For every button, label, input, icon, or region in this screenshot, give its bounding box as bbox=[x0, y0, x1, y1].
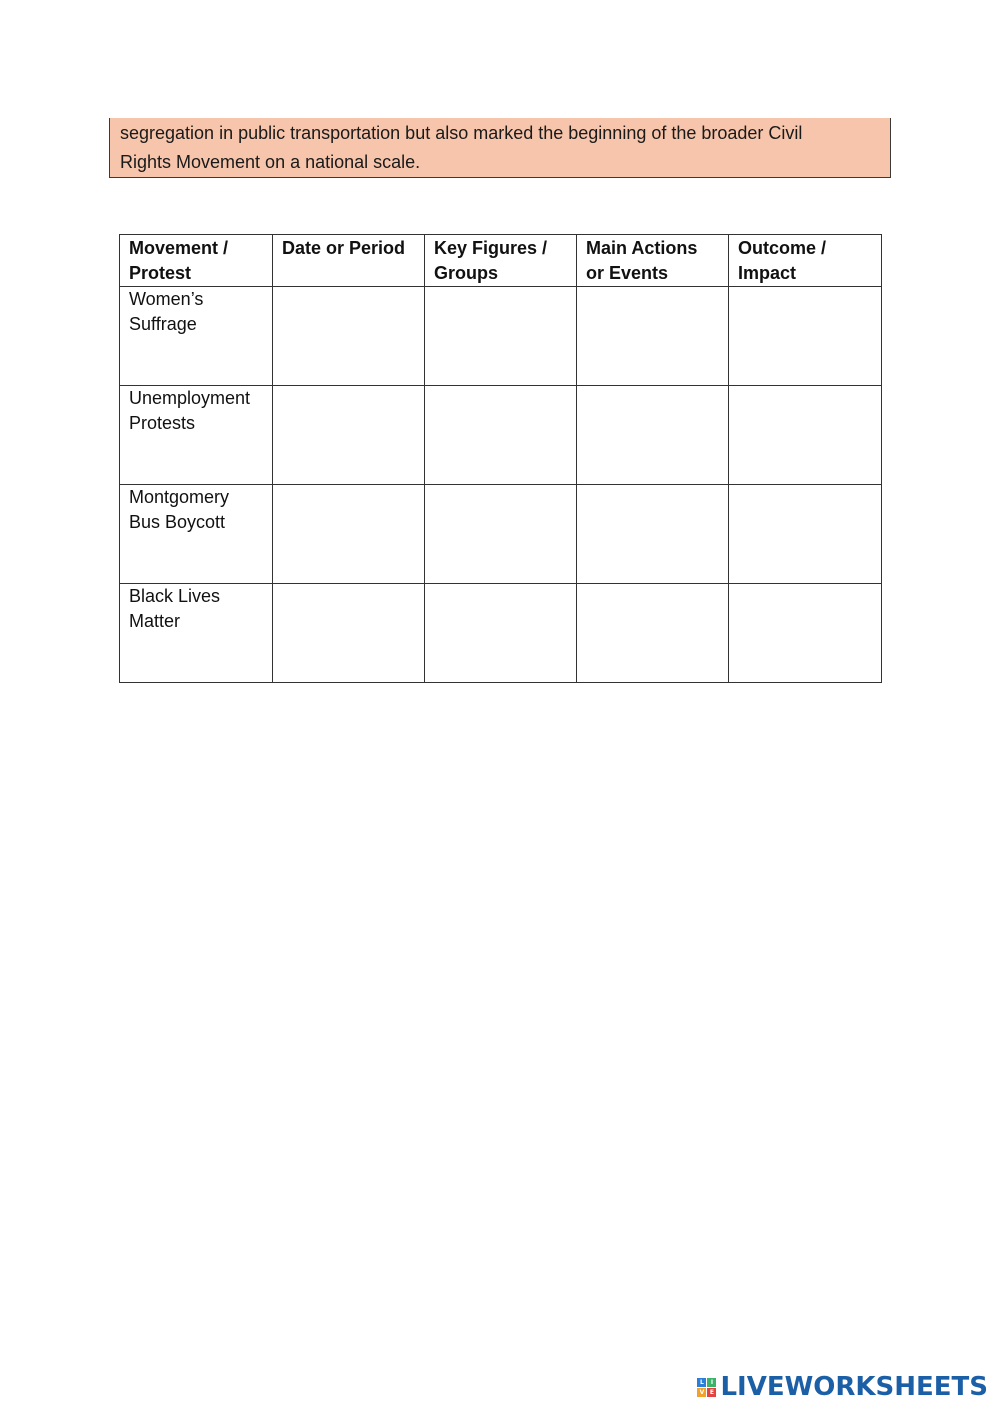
actions-cell[interactable] bbox=[577, 584, 729, 683]
table-row bbox=[120, 386, 882, 485]
outcome-cell[interactable] bbox=[729, 584, 882, 683]
figures-cell[interactable] bbox=[425, 386, 577, 485]
passage-line-2: Rights Movement on a national scale. bbox=[120, 152, 421, 172]
date-cell[interactable] bbox=[273, 386, 425, 485]
table-header-row bbox=[120, 235, 882, 287]
liveworksheets-logo[interactable] bbox=[697, 1372, 988, 1402]
highlighted-passage bbox=[109, 118, 891, 178]
brand-wordmark: LIVEWORKSHEETS bbox=[720, 1372, 988, 1402]
actions-cell[interactable] bbox=[577, 485, 729, 584]
actions-cell[interactable] bbox=[577, 287, 729, 386]
table-row bbox=[120, 287, 882, 386]
outcome-cell[interactable] bbox=[729, 386, 882, 485]
outcome-cell[interactable] bbox=[729, 287, 882, 386]
passage-line-1: segregation in public transportation but also marked the beginning of the broader Civil bbox=[120, 123, 803, 143]
table-row bbox=[120, 584, 882, 683]
header-main-actions: Main Actions or Events bbox=[577, 235, 729, 287]
date-cell[interactable] bbox=[273, 287, 425, 386]
header-movement: Movement / Protest bbox=[120, 235, 273, 287]
movement-cell: Montgomery Bus Boycott bbox=[120, 485, 273, 584]
movement-cell: Unemployment Protests bbox=[120, 386, 273, 485]
liveworksheets-mark-icon: L I V E bbox=[697, 1378, 716, 1397]
header-date: Date or Period bbox=[273, 235, 425, 287]
date-cell[interactable] bbox=[273, 485, 425, 584]
header-outcome: Outcome / Impact bbox=[729, 235, 882, 287]
table-row bbox=[120, 485, 882, 584]
header-key-figures: Key Figures / Groups bbox=[425, 235, 577, 287]
figures-cell[interactable] bbox=[425, 485, 577, 584]
figures-cell[interactable] bbox=[425, 287, 577, 386]
actions-cell[interactable] bbox=[577, 386, 729, 485]
movement-cell: Women’s Suffrage bbox=[120, 287, 273, 386]
figures-cell[interactable] bbox=[425, 584, 577, 683]
movement-cell: Black Lives Matter bbox=[120, 584, 273, 683]
date-cell[interactable] bbox=[273, 584, 425, 683]
movements-worksheet-table bbox=[119, 234, 882, 683]
outcome-cell[interactable] bbox=[729, 485, 882, 584]
